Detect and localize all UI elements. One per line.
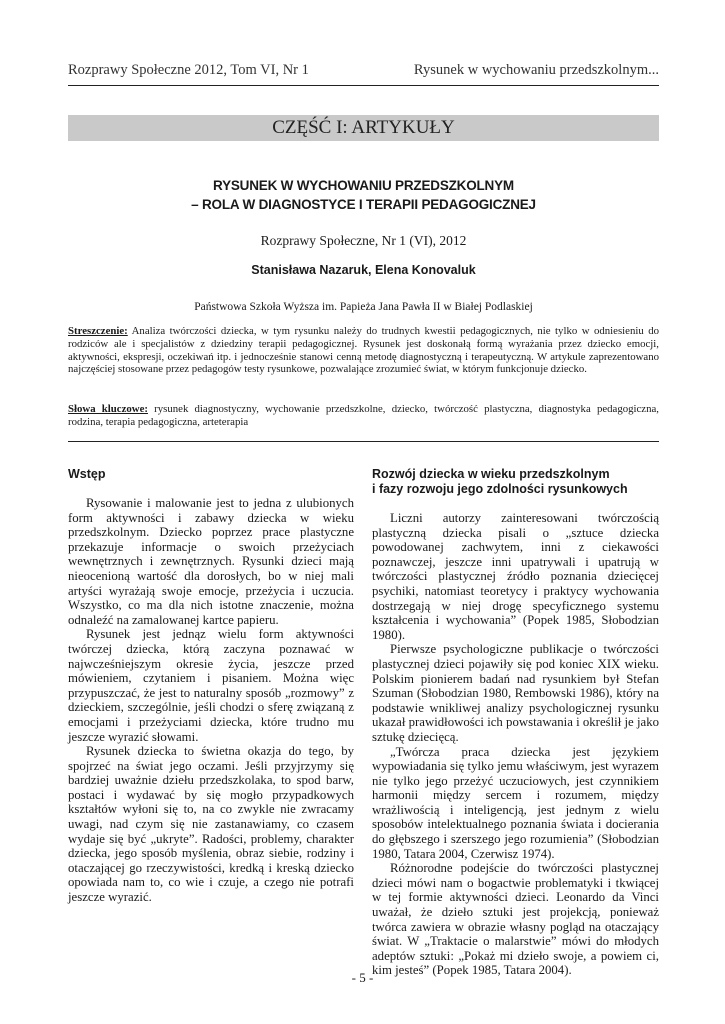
paragraph: Liczni autorzy zainteresowani twórczością plastyczną dziecka pisali o „sztuce dziecka powodowanej zachwytem, inni z ciekawości poznawczej, jeszcze inni upatrywali i upatrują w twórczości plastycznej źródło poznania dziecięcej psychiki, natomiast teoretycy i praktycy wychowania dostrzegają w niej drogę specyficznego systemu kształcenia i wychowania” (Popek 1985, Słobodzian 1980). bbox=[372, 511, 659, 642]
header-rule bbox=[68, 85, 659, 86]
keywords-text: rysunek diagnostyczny, wychowanie przedszkolne, dziecko, twórczość plastyczna, diagnostyka pedagogiczna, rodzina, terapia pedagogiczna, arteterapia bbox=[68, 403, 659, 428]
journal-reference: Rozprawy Społeczne, Nr 1 (VI), 2012 bbox=[260, 233, 467, 248]
abstract-label: Streszczenie: bbox=[68, 325, 128, 337]
paragraph: Pierwsze psychologiczne publikacje o twórczości plastycznej dzieci pojawiły się pod koniec XIX wieku. Polskim pionierem badań nad rysunkiem był Stefan Szuman (Słobodzian 1980, Rembowski 1986), który na podstawie wnikliwej analizy psychologicznej rysunku ukazał prawidłowości ich powstawania i określił je jako sztukę dziecięcą. bbox=[372, 642, 659, 744]
section-rule bbox=[68, 441, 659, 442]
paragraph: Rysowanie i malowanie jest to jedna z ulubionych form aktywności i zabawy dziecka w wieku przedszkolnym. Dziecko poprzez prace plastyczne przekazuje informacje o swoich przeżyciach wewnętrznych i zewnętrznych. Rysunki dzieci mają nieocenioną wartość dla dorosłych, bo w niej mali artyści wyrażają swoje emocje, przeżycia i uczucia. Wszystko, co ma dla nich istotne znaczenie, można odnaleźć na zamalowanej kartce papieru. bbox=[68, 496, 354, 627]
running-header-journal: Rozprawy Społeczne 2012, Tom VI, Nr 1 bbox=[68, 62, 309, 78]
affiliation: Państwowa Szkoła Wyższa im. Papieża Jana Pawła II w Białej Podlaskiej bbox=[194, 301, 533, 313]
running-header-title: Rysunek w wychowaniu przedszkolnym... bbox=[413, 62, 659, 78]
keywords bbox=[68, 403, 659, 429]
paragraph: „Twórcza praca dziecka jest językiem wypowiadania się tylko jemu właściwym, jest wyrazem nie tylko jego przeżyć uczuciowych, jest czynnikiem harmonii między sercem i rozumem, między wrażliwością i inteligencją, jest jednym z wielu sposobów intelektualnego poznania świata i docierania do głębszego i szerszego jego rozumienia” (Słobodzian 1980, Tatara 2004, Czerwisz 1974). bbox=[372, 744, 659, 861]
running-header bbox=[68, 62, 659, 79]
left-column bbox=[68, 467, 354, 905]
right-column bbox=[372, 467, 659, 978]
section-heading-line-1: Rozwój dziecka w wieku przedszkolnym bbox=[372, 467, 610, 481]
keywords-label: Słowa kluczowe: bbox=[68, 403, 148, 415]
section-heading-development bbox=[372, 467, 659, 497]
page-number: - 5 - bbox=[351, 970, 374, 985]
paragraph: Rysunek jest jednąz wielu form aktywności twórczej dziecka, którą zaczyna poznawać w najwcześniejszym okresie życia, jeszcze przed mówieniem, czytaniem i pisaniem. Można więc przypuszczać, że jest to naturalny sposób „rozmowy” z dzieckiem, szczególnie, jeśli chodzi o sferę związaną z emocjami i przeżyciami dziecka, które trudno mu jeszcze wyrazić słowami. bbox=[68, 627, 354, 744]
paragraph: Różnorodne podejście do twórczości plastycznej dzieci mówi nam o bogactwie problematyki i tkwiącej w tej formie aktywności dzieci. Leonardo da Vinci uważał, że dzieło sztuki jest projekcją, ponieważ twórca zawiera w obrazie własny pogląd na otaczający świat. W „Traktacie o malarstwie” mówi do młodych adeptów sztuki: „Pokaż mi dzieło swoje, a powiem ci, kim jesteś” (Popek 1985, Tatara 2004). bbox=[372, 861, 659, 978]
section-banner: CZĘŚĆ I: ARTYKUŁY bbox=[68, 115, 659, 141]
authors: Stanisława Nazaruk, Elena Konovaluk bbox=[251, 263, 476, 277]
abstract-text: Analiza twórczości dziecka, w tym rysunku należy do trudnych kwestii pedagogicznych, nie tylko w odniesieniu do rodziców ale i specjalistów z dziedziny terapii pedagogicznej. Rysunek jest doskonałą formą wyrażania przez dziecko emocji, aktywności, ekspresji, oczekiwań itp. i jednocześnie stanowi cenną metodę diagnostyczną i terapeutyczną. W artykule zaprezentowano najczęściej stosowane przez pedagogów testy rysunkowe, pozwalające zrozumieć świat, w którym funkcjonuje dziecko. bbox=[68, 325, 659, 376]
article-title bbox=[68, 176, 659, 214]
paragraph: Rysunek dziecka to świetna okazja do tego, by spojrzeć na świat jego oczami. Jeśli przyjrzymy się bardziej uważnie dziełu przedszkolaka, to spod barw, postaci i wydawać by się mogło przypadkowych kształtów wyłoni się to, na co zwykle nie zwracamy uwagi, nad czym się nie zastanawiamy, co czasem wydaje się być „ukryte”. Radości, problemy, charakter dziecka, jego sposób myślenia, obraz siebie, rodziny i otaczającej go rzeczywistości, kredką i kreską dziecko opowiada nam to, co wie i czuje, a czego nie potrafi jeszcze wyrazić. bbox=[68, 744, 354, 905]
abstract bbox=[68, 325, 659, 376]
section-heading-intro: Wstęp bbox=[68, 467, 106, 481]
article-title-line-2: – ROLA W DIAGNOSTYCE I TERAPII PEDAGOGICZNEJ bbox=[191, 197, 536, 212]
article-title-line-1: RYSUNEK W WYCHOWANIU PRZEDSZKOLNYM bbox=[213, 178, 514, 193]
section-heading-line-2: i fazy rozwoju jego zdolności rysunkowych bbox=[372, 482, 628, 496]
